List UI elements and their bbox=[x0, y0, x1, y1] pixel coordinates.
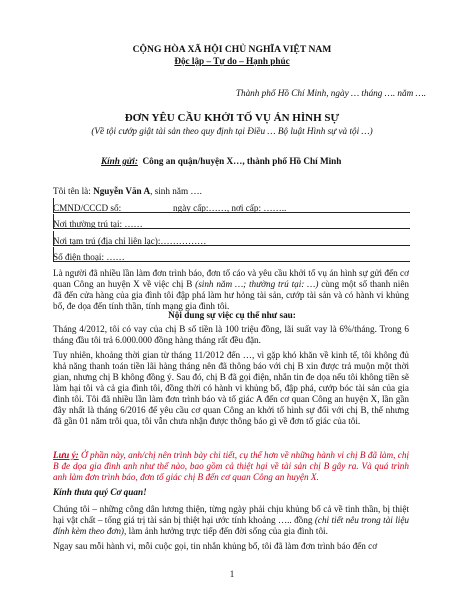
paragraph-1: Tháng 4/2012, tôi có vay của chị B số tiền là 100 triệu đồng, lãi suất vay là 6%/tháng. Trong 6 tháng đầu tôi trả 6.000.000 đồng hàng tháng rất đều đặn. bbox=[53, 324, 409, 345]
spacer bbox=[53, 183, 409, 184]
intro-paragraph bbox=[53, 268, 409, 312]
temp-residence: Nơi tạm trú (địa chỉ liên lạc):…………… bbox=[53, 236, 207, 246]
issue-date: ngày cấp:……, nơi cấp: …….. bbox=[173, 203, 287, 213]
name-value: Nguyễn Văn A bbox=[93, 186, 151, 196]
phone: Số điện thoại: …… bbox=[53, 252, 125, 262]
document-subtitle: (Về tội cướp giật tài sản theo quy định tại Điều … Bộ luật Hình sự và tội …) bbox=[91, 126, 373, 136]
p3-text: Chúng tôi – những công dân lương thiện, từng ngày phải chịu khủng bố cả về tinh thần, bị thiệt hại vật chất – tổng giá trị tài sản bị thiệt hại ước tính khoảng ….. đồng bbox=[53, 504, 409, 525]
section-heading: Nội dung sự việc cụ thể như sau: bbox=[168, 310, 296, 320]
form-field-box bbox=[53, 231, 410, 246]
applicant-name-line bbox=[53, 186, 202, 197]
paragraph-3 bbox=[53, 504, 409, 537]
intro-text: Là người đã nhiều lần làm đơn trình báo, đơn tố cáo và yêu cầu khởi tố vụ án hình sự gửi đến cơ quan Công an huyện X về việc chị B bbox=[53, 268, 409, 289]
name-label: Tôi tên là: bbox=[53, 186, 94, 196]
paragraph-2: Tuy nhiên, khoảng thời gian từ tháng 11/2012 đến …, vì gặp khó khăn về kinh tế, tôi không đủ khả năng thanh toán tiền lãi hàng tháng nên đã thông báo với chị B xin được trả muộn một thời gian, nhưng chị B không đồng ý. Sau đó, chị B đã gọi điện, nhắn tin đe dọa nếu tôi không tiền sẽ làm hại tôi và cả gia đình tôi, đồng thời có hành vi khủng bố, đập phá, cướp bóc tài sản của gia đình tôi. Tôi đã nhiều lần làm đơn trình báo và tố giác A đến cơ quan Công an huyện X, lần gần đây nhất là tháng 6/2016 để yêu cầu cơ quan Công an khởi tố hình sự đối với chị B, thế nhưng đã gần 01 năm trôi qua, tôi vẫn chưa nhận được thông báo gì về đơn tố giác của tôi. bbox=[53, 350, 409, 426]
salutation: Kính thưa quý Cơ quan! bbox=[53, 487, 147, 497]
residence: Nơi thường trú tại: …… bbox=[53, 219, 143, 229]
motto: Độc lập – Tự do – Hạnh phúc bbox=[174, 56, 290, 66]
note-text: Ở phần này, anh/chị nên trình bày chi tiết, cụ thể hơn về những hành vi chị B đã làm, chị B đe dọa gia đình anh như thế nào, bao gồm cả thiệt hại về tài sản chị B gây ra. Và quá trình anh làm đơn trình báo, đơn tố giác chị B đến cơ quan Công an huyện X. bbox=[53, 450, 410, 482]
recipient-value: Công an quận/huyện X…, thành phố Hồ Chí Minh bbox=[142, 156, 342, 166]
paragraph-4: Ngay sau mỗi hành vi, mỗi cuộc gọi, tin nhắn khủng bố, tôi đã làm đơn trình báo đến cơ bbox=[53, 541, 378, 551]
recipient-label: Kính gửi: bbox=[101, 156, 138, 166]
id-label: CMND/CCCD số: bbox=[53, 203, 122, 213]
page-number: 1 bbox=[229, 569, 235, 579]
note-label: Lưu ý: bbox=[53, 450, 79, 460]
form-field-box bbox=[53, 247, 410, 262]
nation-heading: CỘNG HÒA XÃ HỘI CHỦ NGHĨA VIỆT NAM bbox=[132, 44, 332, 55]
place-date: Thành phố Hồ Chí Minh, ngày … tháng …. năm …. bbox=[235, 88, 426, 98]
p3-end: , làm ảnh hưởng trực tiếp đến đời sống của gia đình tôi. bbox=[123, 526, 328, 536]
document-title: ĐƠN YÊU CẦU KHỞI TỐ VỤ ÁN HÌNH SỰ bbox=[124, 112, 340, 124]
name-suffix: , sinh năm …. bbox=[150, 186, 202, 196]
intro-text-end: cùng một số thanh niên đã đến cửa hàng của gia đình tôi đập phá làm hư hỏng tài sản, cướp tài sản và có hành vi khủng bố, đe dọa đến tính thần, tính mạng gia đình tôi. bbox=[53, 279, 409, 311]
p3-italic: (chi tiết nêu trong tài liệu đính kèm theo đơn) bbox=[53, 515, 409, 536]
intro-italic: (sinh năm …; thường trú tại: …) bbox=[195, 279, 319, 289]
note-paragraph bbox=[53, 450, 409, 483]
form-field-box bbox=[53, 198, 410, 213]
form-field-box bbox=[53, 214, 410, 229]
recipient-line bbox=[101, 156, 341, 167]
